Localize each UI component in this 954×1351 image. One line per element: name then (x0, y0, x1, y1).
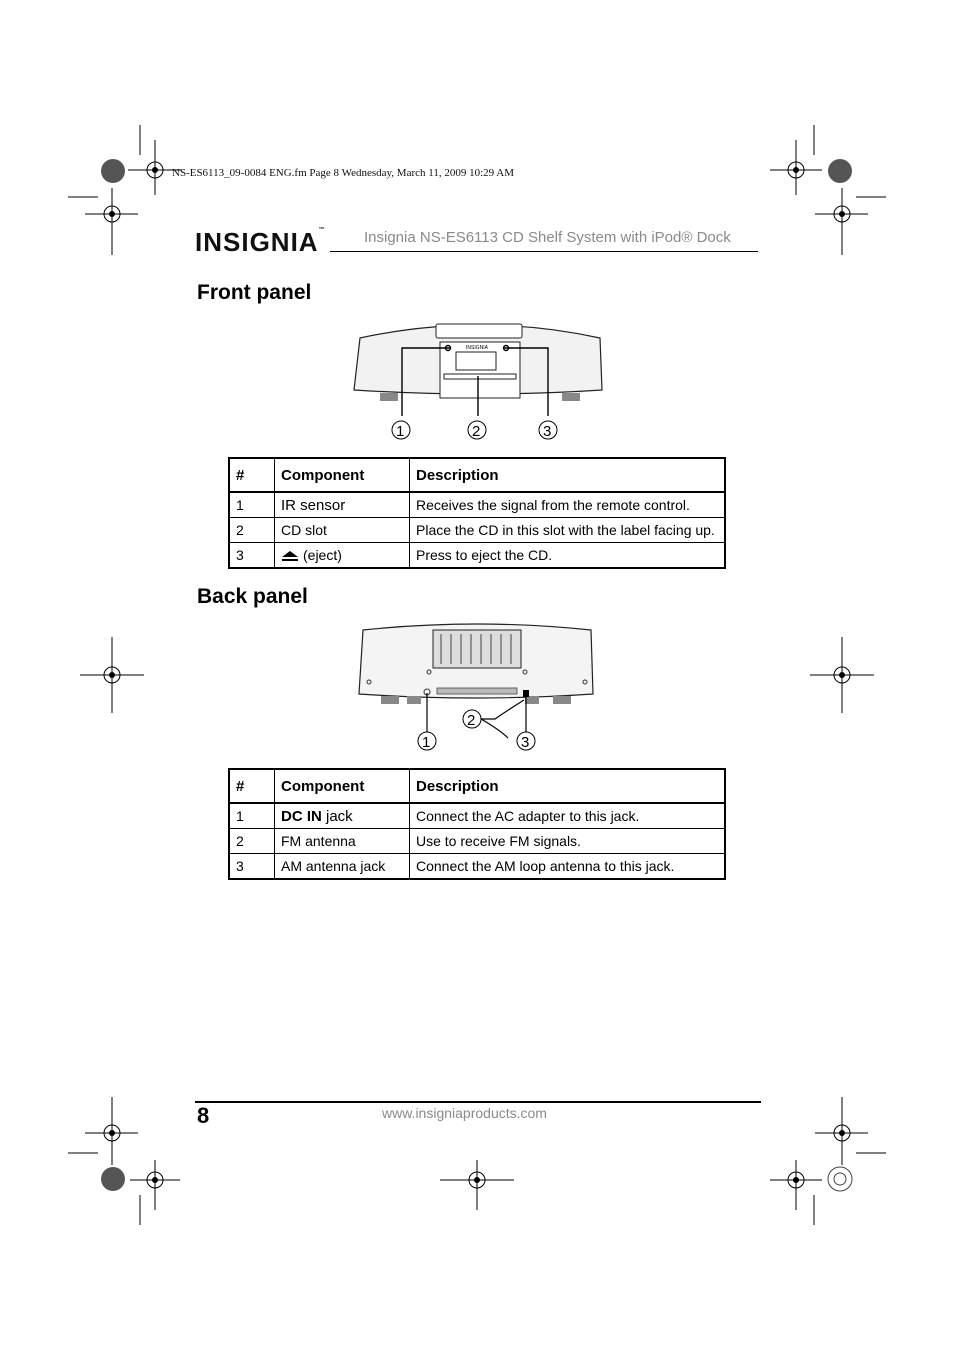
back-callouts (400, 690, 600, 750)
header-description: Description (410, 458, 726, 492)
row-number: 3 (229, 543, 275, 569)
header-number: # (229, 769, 275, 803)
row-component: IR sensor (275, 492, 410, 518)
logo-trademark: ™ (318, 227, 326, 233)
front-callout-2: 2 (472, 423, 481, 440)
table-row (229, 829, 725, 854)
back-callout-2: 2 (467, 712, 476, 729)
header-number: # (229, 458, 275, 492)
back-callout-1: 1 (422, 734, 431, 751)
row-component: FM antenna (275, 829, 410, 854)
row-component-cell (275, 803, 410, 829)
table-row (229, 492, 725, 518)
back-callout-3: 3 (521, 734, 530, 751)
row-component: AM antenna jack (275, 854, 410, 880)
row-description: Place the CD in this slot with the label facing up. (410, 518, 726, 543)
footer-rule (195, 1101, 761, 1103)
table-row (229, 518, 725, 543)
row-component-cell (275, 543, 410, 569)
row-description: Use to receive FM signals. (410, 829, 726, 854)
footer-url[interactable]: www.insigniaproducts.com (382, 1105, 547, 1121)
back-panel-heading: Back panel (197, 585, 308, 608)
back-panel-table (228, 768, 726, 880)
row-description: Receives the signal from the remote control. (410, 492, 726, 518)
table-row (229, 543, 725, 569)
front-panel-table (228, 457, 726, 569)
page-number: 8 (197, 1103, 210, 1128)
table-row (229, 803, 725, 829)
table-header-row (229, 769, 725, 803)
row-description: Connect the AC adapter to this jack. (410, 803, 726, 829)
eject-icon (281, 550, 299, 562)
print-info: NS-ES6113_09-0084 ENG.fm Page 8 Wednesday, March 11, 2009 10:29 AM (172, 167, 515, 179)
row-number: 2 (229, 829, 275, 854)
row-component: jack (321, 807, 353, 825)
row-component-bold: DC IN (281, 807, 322, 825)
brand-logo (195, 227, 326, 258)
front-panel-heading: Front panel (197, 281, 312, 304)
row-number: 1 (229, 803, 275, 829)
row-number: 2 (229, 518, 275, 543)
row-component: CD slot (275, 518, 410, 543)
logo-text: INSIGNIA (195, 227, 319, 257)
table-header-row (229, 458, 725, 492)
header-rule (330, 251, 758, 252)
row-description: Press to eject the CD. (410, 543, 726, 569)
header-description: Description (410, 769, 726, 803)
row-description: Connect the AM loop antenna to this jack. (410, 854, 726, 880)
row-component: (eject) (303, 547, 342, 563)
table-row (229, 854, 725, 880)
row-number: 3 (229, 854, 275, 880)
header-title: Insignia NS-ES6113 CD Shelf System with iPod® Dock (364, 229, 731, 246)
front-callouts (380, 415, 680, 455)
header-component: Component (275, 458, 410, 492)
row-number: 1 (229, 492, 275, 518)
front-callout-1: 1 (396, 423, 405, 440)
device-label: INSIGNIA (466, 345, 488, 351)
front-callout-3: 3 (543, 423, 552, 440)
header-component: Component (275, 769, 410, 803)
